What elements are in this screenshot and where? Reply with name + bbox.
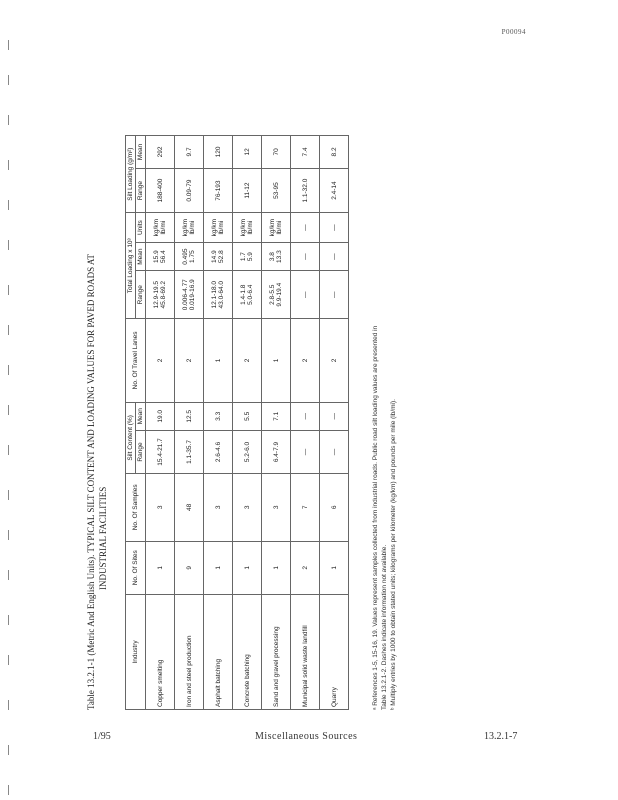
- cell-lanes: 1: [204, 319, 233, 402]
- cell-sl-mean: 70: [262, 136, 291, 169]
- cell-tl-range: 1.4-1.8 5.0-6.4: [233, 271, 262, 319]
- footnote-a: ᵃ References 1-5, 15-16, 19. Values represent samples collected from industrial roads. Public road silt loading values are presented in: [372, 325, 379, 710]
- footer-date: 1/95: [93, 731, 111, 742]
- edge-mark: [8, 285, 9, 295]
- edge-mark: [8, 655, 9, 665]
- cell-tl-units: kg/km lb/mi: [262, 213, 291, 243]
- table-title-line-2: INDUSTRIAL FACILITIES: [98, 486, 108, 590]
- cell-sl-range: 76-193: [204, 168, 233, 212]
- cell-tl-mean: —: [320, 242, 349, 270]
- cell-sl-range: 0.09-79: [175, 168, 204, 212]
- cell-sites: 1: [233, 541, 262, 594]
- edge-mark: [8, 405, 9, 415]
- col-industry: Industry: [126, 594, 146, 709]
- cell-tl-units: —: [291, 213, 320, 243]
- cell-tl-units: kg/km lb/mi: [233, 213, 262, 243]
- edge-mark: [8, 570, 9, 580]
- cell-industry: Iron and steel production: [175, 594, 204, 709]
- cell-tl-mean: 1.7 5.9: [233, 242, 262, 270]
- cell-tl-range: 2.8-5.5 9.9-19.4: [262, 271, 291, 319]
- table-title: [85, 135, 109, 710]
- cell-sites: 1: [146, 541, 175, 594]
- table-row: [233, 136, 262, 710]
- footnote-a-cont: Table 13.2.1-2. Dashes indicate information not available.: [381, 544, 388, 710]
- edge-mark: [8, 530, 9, 540]
- cell-silt-range: —: [291, 430, 320, 473]
- edge-mark: [8, 745, 9, 755]
- cell-sl-range: 2.4-14: [320, 168, 349, 212]
- cell-sites: 2: [291, 541, 320, 594]
- cell-tl-mean: 0.495 1.75: [175, 242, 204, 270]
- cell-silt-range: 5.2-6.0: [233, 430, 262, 473]
- cell-silt-mean: 7.1: [262, 402, 291, 430]
- table-row: [320, 136, 349, 710]
- cell-sl-range: 53-95: [262, 168, 291, 212]
- cell-industry: Concrete batching: [233, 594, 262, 709]
- table-row: [146, 136, 175, 710]
- cell-industry: Copper smelting: [146, 594, 175, 709]
- silt-content-table: [125, 135, 349, 710]
- cell-tl-units: kg/km lb/mi: [204, 213, 233, 243]
- col-total-loading: Total Loading x 10³: [126, 213, 136, 319]
- cell-tl-mean: 3.8 13.3: [262, 242, 291, 270]
- table-row: [262, 136, 291, 710]
- cell-samples: 7: [291, 474, 320, 542]
- edge-mark: [8, 615, 9, 625]
- cell-tl-range: 12.1-18.0 43.0-64.0: [204, 271, 233, 319]
- footer-page-number: 13.2.1-7: [484, 731, 518, 742]
- cell-silt-range: 15.4-21.7: [146, 430, 175, 473]
- cell-samples: 3: [262, 474, 291, 542]
- cell-sites: 1: [262, 541, 291, 594]
- cell-lanes: 2: [320, 319, 349, 402]
- cell-tl-range: —: [320, 271, 349, 319]
- cell-tl-units: kg/km lb/mi: [146, 213, 175, 243]
- footnote-b: ᵇ Multiply entries by 1000 to obtain stated units; kilograms per kilometer (kg/km) and pounds per mile (lb/mi).: [390, 399, 397, 710]
- cell-sl-range: 188-400: [146, 168, 175, 212]
- edge-mark: [8, 240, 9, 250]
- cell-tl-units: —: [320, 213, 349, 243]
- rotated-table-block: [85, 135, 421, 710]
- cell-lanes: 2: [233, 319, 262, 402]
- edge-mark: [8, 785, 9, 795]
- col-no-sites: No. Of Sites: [126, 541, 146, 594]
- col-no-travel-lanes: No. Of Travel Lanes: [126, 319, 146, 402]
- cell-silt-range: 6.4-7.9: [262, 430, 291, 473]
- cell-tl-range: 0.006-4.77 0.019-16.9: [175, 271, 204, 319]
- sub-range: Range: [136, 430, 146, 473]
- table-row: [175, 136, 204, 710]
- col-no-samples: No. Of Samples: [126, 474, 146, 542]
- cell-tl-mean: 14.9 52.8: [204, 242, 233, 270]
- cell-silt-range: 1.1-35.7: [175, 430, 204, 473]
- edge-mark: [8, 700, 9, 710]
- edge-mark: [8, 200, 9, 210]
- cell-silt-mean: 5.5: [233, 402, 262, 430]
- col-silt-content: Silt Content (%): [126, 402, 136, 473]
- cell-samples: 48: [175, 474, 204, 542]
- cell-sites: 1: [204, 541, 233, 594]
- document-code: P00094: [501, 28, 526, 36]
- cell-samples: 3: [233, 474, 262, 542]
- edge-mark: [8, 40, 9, 50]
- footer-section-title: Miscellaneous Sources: [255, 731, 358, 742]
- sub-range: Range: [136, 271, 146, 319]
- table-row: [204, 136, 233, 710]
- cell-sl-mean: 292: [146, 136, 175, 169]
- sub-mean: Mean: [136, 242, 146, 270]
- cell-silt-mean: 3.3: [204, 402, 233, 430]
- edge-mark: [8, 75, 9, 85]
- cell-sl-mean: 9.7: [175, 136, 204, 169]
- cell-sl-mean: 12: [233, 136, 262, 169]
- cell-silt-mean: 12.5: [175, 402, 204, 430]
- cell-sl-mean: 7.4: [291, 136, 320, 169]
- edge-mark: [8, 115, 9, 125]
- cell-tl-mean: 15.9 56.4: [146, 242, 175, 270]
- table-footnotes: [371, 135, 398, 710]
- edge-mark: [8, 490, 9, 500]
- cell-sites: 9: [175, 541, 204, 594]
- cell-sl-mean: 8.2: [320, 136, 349, 169]
- cell-industry: Asphalt batching: [204, 594, 233, 709]
- cell-silt-mean: —: [291, 402, 320, 430]
- cell-tl-mean: —: [291, 242, 320, 270]
- cell-samples: 3: [204, 474, 233, 542]
- cell-lanes: 1: [262, 319, 291, 402]
- cell-samples: 3: [146, 474, 175, 542]
- cell-tl-range: 12.9-19.5 45.8-69.2: [146, 271, 175, 319]
- sub-units: Units: [136, 213, 146, 243]
- cell-sl-mean: 120: [204, 136, 233, 169]
- cell-tl-range: —: [291, 271, 320, 319]
- cell-lanes: 2: [291, 319, 320, 402]
- scan-edge-marks: [0, 0, 24, 800]
- cell-silt-range: —: [320, 430, 349, 473]
- table-title-line-1: Table 13.2.1-1 (Metric And English Units). TYPICAL SILT CONTENT AND LOADING VALUES FOR PAVED ROADS AT: [86, 254, 96, 710]
- edge-mark: [8, 325, 9, 335]
- cell-industry: Quarry: [320, 594, 349, 709]
- cell-industry: Sand and gravel processing: [262, 594, 291, 709]
- cell-sites: 1: [320, 541, 349, 594]
- cell-silt-mean: —: [320, 402, 349, 430]
- edge-mark: [8, 445, 9, 455]
- edge-mark: [8, 365, 9, 375]
- edge-mark: [8, 160, 9, 170]
- cell-lanes: 2: [175, 319, 204, 402]
- cell-industry: Municipal solid waste landfill: [291, 594, 320, 709]
- cell-tl-units: kg/km lb/mi: [175, 213, 204, 243]
- sub-range: Range: [136, 168, 146, 212]
- table-row: [291, 136, 320, 710]
- cell-sl-range: 1.1-32.0: [291, 168, 320, 212]
- col-silt-loading: Silt Loading (g/m²): [126, 136, 136, 213]
- cell-sl-range: 11-12: [233, 168, 262, 212]
- cell-lanes: 2: [146, 319, 175, 402]
- cell-silt-range: 2.6-4.6: [204, 430, 233, 473]
- cell-samples: 6: [320, 474, 349, 542]
- cell-silt-mean: 19.0: [146, 402, 175, 430]
- sub-mean: Mean: [136, 402, 146, 430]
- sub-mean: Mean: [136, 136, 146, 169]
